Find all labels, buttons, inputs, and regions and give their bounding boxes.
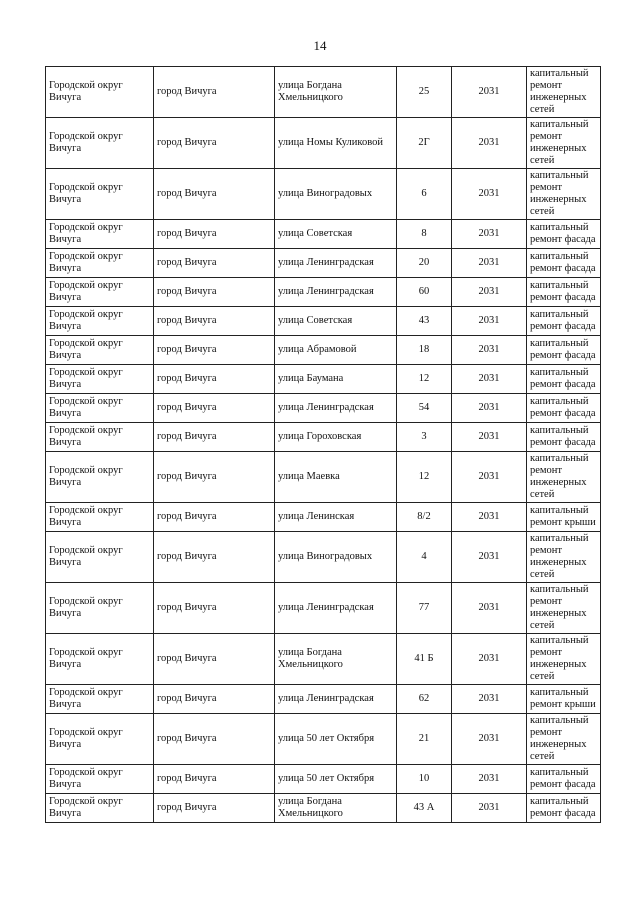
page-number: 14 [313, 38, 327, 53]
municipal-district-cell: Городской округ Вичуга [46, 452, 154, 503]
settlement-cell: город Вичуга [154, 452, 275, 503]
table-body [46, 67, 601, 823]
work-type-cell: капитальный ремонт крыши [527, 685, 601, 714]
street-cell: улица Советская [275, 307, 397, 336]
year-cell: 2031 [452, 118, 527, 169]
year-cell: 2031 [452, 249, 527, 278]
street-cell: улица Гороховская [275, 423, 397, 452]
street-cell: улица Абрамовой [275, 336, 397, 365]
table-row [46, 452, 601, 503]
year-cell: 2031 [452, 220, 527, 249]
work-type-cell: капитальный ремонт фасада [527, 394, 601, 423]
work-type-cell: капитальный ремонт крыши [527, 503, 601, 532]
street-cell: улица Ленинградская [275, 249, 397, 278]
settlement-cell: город Вичуга [154, 634, 275, 685]
house-number-cell: 54 [397, 394, 452, 423]
house-number-cell: 41 Б [397, 634, 452, 685]
house-number-cell: 8/2 [397, 503, 452, 532]
year-cell: 2031 [452, 394, 527, 423]
year-cell: 2031 [452, 67, 527, 118]
table-row [46, 583, 601, 634]
settlement-cell: город Вичуга [154, 794, 275, 823]
settlement-cell: город Вичуга [154, 336, 275, 365]
house-number-cell: 62 [397, 685, 452, 714]
street-cell: улица Виноградовых [275, 532, 397, 583]
table-row [46, 503, 601, 532]
year-cell: 2031 [452, 714, 527, 765]
street-cell: улица Богдана Хмельницкого [275, 794, 397, 823]
municipal-district-cell: Городской округ Вичуга [46, 794, 154, 823]
year-cell: 2031 [452, 503, 527, 532]
work-type-cell: капитальный ремонт инженерных сетей [527, 169, 601, 220]
street-cell: улица Ленинская [275, 503, 397, 532]
street-cell: улица Баумана [275, 365, 397, 394]
table-row [46, 365, 601, 394]
street-cell: улица Ленинградская [275, 583, 397, 634]
house-number-cell: 8 [397, 220, 452, 249]
street-cell: улица Богдана Хмельницкого [275, 634, 397, 685]
house-number-cell: 18 [397, 336, 452, 365]
house-number-cell: 12 [397, 365, 452, 394]
street-cell: улица Ленинградская [275, 394, 397, 423]
year-cell: 2031 [452, 532, 527, 583]
repair-schedule-table [45, 66, 601, 823]
house-number-cell: 10 [397, 765, 452, 794]
settlement-cell: город Вичуга [154, 714, 275, 765]
street-cell: улица Ленинградская [275, 278, 397, 307]
municipal-district-cell: Городской округ Вичуга [46, 220, 154, 249]
table-row [46, 765, 601, 794]
municipal-district-cell: Городской округ Вичуга [46, 685, 154, 714]
work-type-cell: капитальный ремонт фасада [527, 765, 601, 794]
street-cell: улица 50 лет Октября [275, 714, 397, 765]
municipal-district-cell: Городской округ Вичуга [46, 634, 154, 685]
settlement-cell: город Вичуга [154, 278, 275, 307]
street-cell: улица Богдана Хмельницкого [275, 67, 397, 118]
work-type-cell: капитальный ремонт фасада [527, 365, 601, 394]
street-cell: улица Номы Куликовой [275, 118, 397, 169]
year-cell: 2031 [452, 794, 527, 823]
street-cell: улица Виноградовых [275, 169, 397, 220]
settlement-cell: город Вичуга [154, 67, 275, 118]
year-cell: 2031 [452, 365, 527, 394]
table-row [46, 532, 601, 583]
municipal-district-cell: Городской округ Вичуга [46, 249, 154, 278]
work-type-cell: капитальный ремонт фасада [527, 249, 601, 278]
house-number-cell: 20 [397, 249, 452, 278]
municipal-district-cell: Городской округ Вичуга [46, 336, 154, 365]
municipal-district-cell: Городской округ Вичуга [46, 503, 154, 532]
work-type-cell: капитальный ремонт инженерных сетей [527, 67, 601, 118]
settlement-cell: город Вичуга [154, 503, 275, 532]
municipal-district-cell: Городской округ Вичуга [46, 365, 154, 394]
municipal-district-cell: Городской округ Вичуга [46, 67, 154, 118]
work-type-cell: капитальный ремонт фасада [527, 336, 601, 365]
settlement-cell: город Вичуга [154, 583, 275, 634]
settlement-cell: город Вичуга [154, 685, 275, 714]
house-number-cell: 77 [397, 583, 452, 634]
table-row [46, 685, 601, 714]
settlement-cell: город Вичуга [154, 532, 275, 583]
municipal-district-cell: Городской округ Вичуга [46, 583, 154, 634]
table-row [46, 67, 601, 118]
house-number-cell: 4 [397, 532, 452, 583]
year-cell: 2031 [452, 452, 527, 503]
work-type-cell: капитальный ремонт инженерных сетей [527, 452, 601, 503]
house-number-cell: 21 [397, 714, 452, 765]
municipal-district-cell: Городской округ Вичуга [46, 307, 154, 336]
municipal-district-cell: Городской округ Вичуга [46, 278, 154, 307]
work-type-cell: капитальный ремонт инженерных сетей [527, 532, 601, 583]
settlement-cell: город Вичуга [154, 220, 275, 249]
work-type-cell: капитальный ремонт фасада [527, 278, 601, 307]
house-number-cell: 60 [397, 278, 452, 307]
year-cell: 2031 [452, 307, 527, 336]
street-cell: улица Ленинградская [275, 685, 397, 714]
settlement-cell: город Вичуга [154, 423, 275, 452]
year-cell: 2031 [452, 634, 527, 685]
municipal-district-cell: Городской округ Вичуга [46, 532, 154, 583]
settlement-cell: город Вичуга [154, 394, 275, 423]
settlement-cell: город Вичуга [154, 765, 275, 794]
street-cell: улица Маевка [275, 452, 397, 503]
street-cell: улица 50 лет Октября [275, 765, 397, 794]
settlement-cell: город Вичуга [154, 249, 275, 278]
street-cell: улица Советская [275, 220, 397, 249]
municipal-district-cell: Городской округ Вичуга [46, 765, 154, 794]
table-row [46, 423, 601, 452]
house-number-cell: 43 А [397, 794, 452, 823]
house-number-cell: 25 [397, 67, 452, 118]
work-type-cell: капитальный ремонт инженерных сетей [527, 583, 601, 634]
table-row [46, 394, 601, 423]
table-row [46, 118, 601, 169]
house-number-cell: 6 [397, 169, 452, 220]
settlement-cell: город Вичуга [154, 365, 275, 394]
settlement-cell: город Вичуга [154, 307, 275, 336]
table-row [46, 307, 601, 336]
year-cell: 2031 [452, 336, 527, 365]
municipal-district-cell: Городской округ Вичуга [46, 118, 154, 169]
municipal-district-cell: Городской округ Вичуга [46, 714, 154, 765]
settlement-cell: город Вичуга [154, 118, 275, 169]
year-cell: 2031 [452, 169, 527, 220]
work-type-cell: капитальный ремонт фасада [527, 423, 601, 452]
table-row [46, 714, 601, 765]
table-row [46, 249, 601, 278]
table-row [46, 634, 601, 685]
table-row [46, 336, 601, 365]
house-number-cell: 3 [397, 423, 452, 452]
year-cell: 2031 [452, 685, 527, 714]
house-number-cell: 43 [397, 307, 452, 336]
year-cell: 2031 [452, 583, 527, 634]
year-cell: 2031 [452, 278, 527, 307]
house-number-cell: 12 [397, 452, 452, 503]
year-cell: 2031 [452, 765, 527, 794]
table-row [46, 794, 601, 823]
work-type-cell: капитальный ремонт фасада [527, 220, 601, 249]
year-cell: 2031 [452, 423, 527, 452]
work-type-cell: капитальный ремонт фасада [527, 307, 601, 336]
work-type-cell: капитальный ремонт инженерных сетей [527, 118, 601, 169]
settlement-cell: город Вичуга [154, 169, 275, 220]
work-type-cell: капитальный ремонт инженерных сетей [527, 714, 601, 765]
work-type-cell: капитальный ремонт фасада [527, 794, 601, 823]
table-row [46, 169, 601, 220]
table-row [46, 278, 601, 307]
municipal-district-cell: Городской округ Вичуга [46, 423, 154, 452]
work-type-cell: капитальный ремонт инженерных сетей [527, 634, 601, 685]
house-number-cell: 2Г [397, 118, 452, 169]
municipal-district-cell: Городской округ Вичуга [46, 169, 154, 220]
municipal-district-cell: Городской округ Вичуга [46, 394, 154, 423]
table-row [46, 220, 601, 249]
